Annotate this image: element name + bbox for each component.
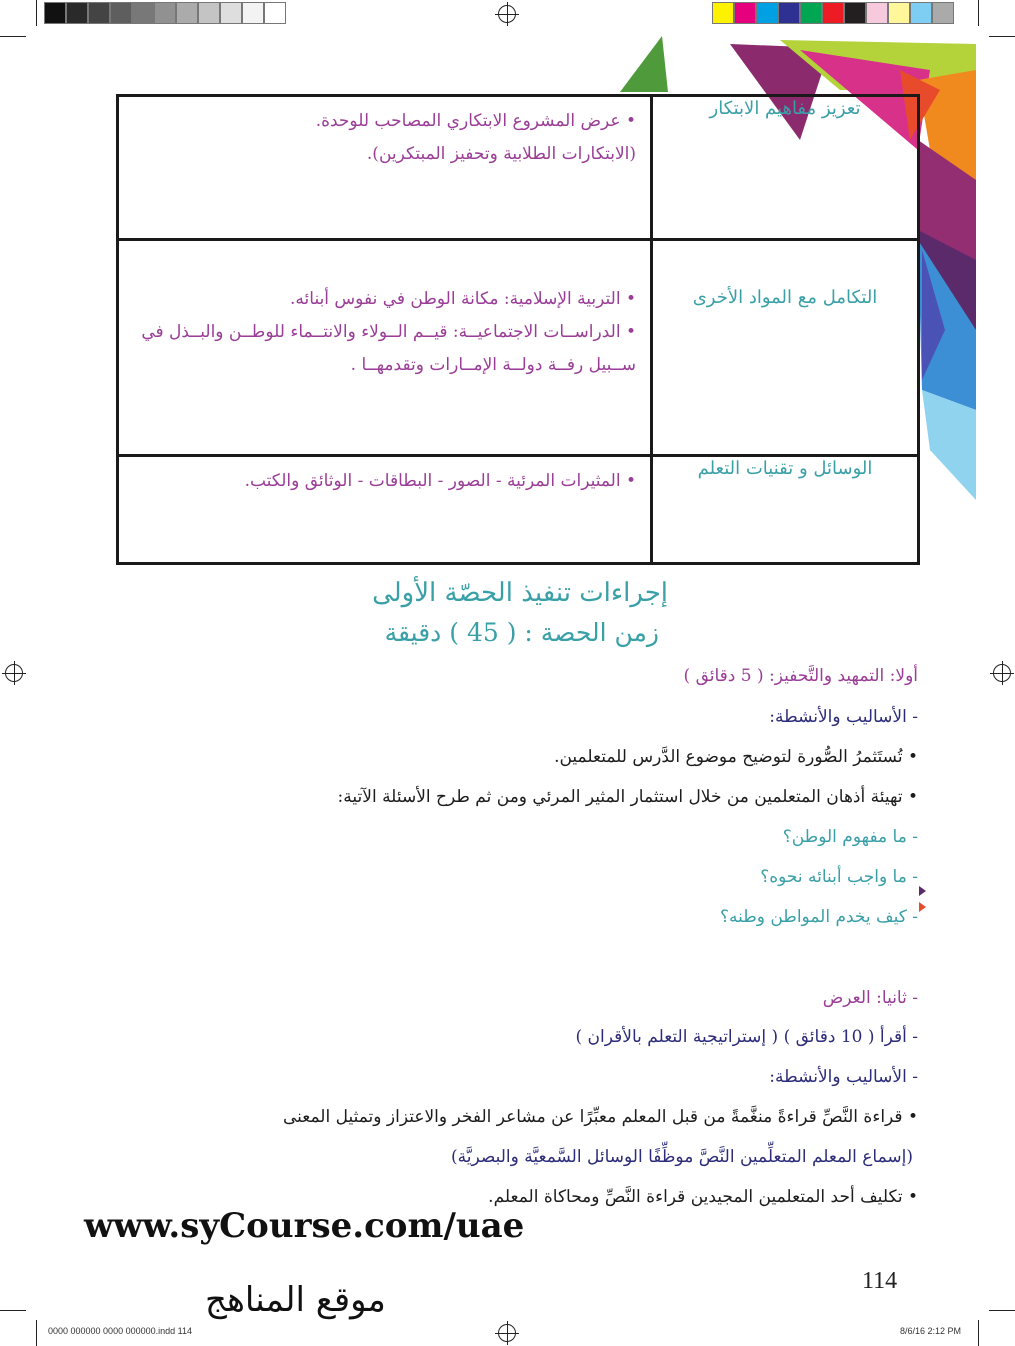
objectives-table bbox=[116, 94, 920, 565]
color-bar bbox=[712, 2, 954, 24]
row-content bbox=[118, 240, 652, 456]
color-swatch bbox=[888, 2, 910, 24]
color-swatch bbox=[932, 2, 954, 24]
color-swatch bbox=[242, 2, 264, 24]
content-line: • الدراســات الاجتماعيــة: قيــم الــولاء والانتــماء للوطــن والبــذل في bbox=[141, 322, 636, 342]
intro-methods-label: - الأساليب والأنشطة: bbox=[769, 707, 918, 727]
presentation-bullet: • تكليف أحد المتعلمين المجيدين قراءة النَّصِّ ومحاكاة المعلم. bbox=[488, 1187, 918, 1207]
website-link[interactable]: www.syCourse.com/uae bbox=[84, 1206, 525, 1246]
color-swatch bbox=[910, 2, 932, 24]
color-swatch bbox=[66, 2, 88, 24]
table-row bbox=[118, 456, 919, 564]
crop-mark bbox=[36, 0, 37, 26]
content-line: • التربية الإسلامية: مكانة الوطن في نفوس أبنائه. bbox=[290, 289, 636, 309]
crop-mark bbox=[989, 1310, 1015, 1311]
session-duration: زمن الحصة : ( 45 ) دقيقة bbox=[384, 618, 659, 647]
registration-mark-left bbox=[5, 664, 23, 682]
row-heading: التكامل مع المواد الأخرى bbox=[652, 240, 919, 456]
question-item: - كيف يخدم المواطن وطنه؟ bbox=[719, 907, 918, 927]
crop-mark bbox=[978, 1320, 979, 1346]
row-heading: الوسائل و تقنيات التعلم bbox=[652, 456, 919, 564]
intro-heading: أولا: التمهيد والتَّحفيز: ( 5 دقائق ) bbox=[683, 666, 918, 686]
row-content bbox=[118, 456, 652, 564]
row-heading: تعزيز مفاهيم الابتكار bbox=[652, 96, 919, 240]
section-title: إجراءات تنفيذ الحصّة الأولى bbox=[372, 578, 668, 608]
table-row bbox=[118, 96, 919, 240]
crop-mark bbox=[978, 0, 979, 26]
color-swatch bbox=[756, 2, 778, 24]
file-slug: 0000 000000 0000 000000.indd 114 bbox=[48, 1326, 192, 1336]
color-swatch bbox=[220, 2, 242, 24]
content-line: ســبيل رفــة دولــة الإمــارات وتقدمهــا . bbox=[350, 355, 636, 375]
color-swatch bbox=[844, 2, 866, 24]
margin-marker bbox=[919, 902, 926, 912]
presentation-methods-label: - الأساليب والأنشطة: bbox=[769, 1067, 918, 1087]
margin-marker bbox=[919, 886, 926, 896]
content-line: (الابتكارات الطلابية وتحفيز المبتكرين). bbox=[366, 144, 636, 164]
content-line: • عرض المشروع الابتكاري المصاحب للوحدة. bbox=[315, 111, 636, 131]
color-swatch bbox=[800, 2, 822, 24]
color-swatch bbox=[866, 2, 888, 24]
registration-mark-bottom bbox=[498, 1324, 516, 1342]
grayscale-bar bbox=[44, 2, 286, 24]
crop-mark bbox=[989, 36, 1015, 37]
color-swatch bbox=[88, 2, 110, 24]
content-line: • المثيرات المرئية - الصور - البطاقات - الوثائق والكتب. bbox=[244, 471, 636, 491]
color-swatch bbox=[264, 2, 286, 24]
color-swatch bbox=[176, 2, 198, 24]
color-swatch bbox=[778, 2, 800, 24]
intro-bullet: • تُستَثمرُ الصُّورة لتوضيح موضوع الدَّرس للمتعلمين. bbox=[554, 747, 918, 767]
crop-mark bbox=[36, 1320, 37, 1346]
registration-mark-right bbox=[993, 664, 1011, 682]
color-swatch bbox=[198, 2, 220, 24]
crop-mark bbox=[0, 36, 26, 37]
color-swatch bbox=[44, 2, 66, 24]
color-swatch bbox=[822, 2, 844, 24]
table-row bbox=[118, 240, 919, 456]
color-swatch bbox=[712, 2, 734, 24]
color-swatch bbox=[154, 2, 176, 24]
page-number: 114 bbox=[862, 1268, 898, 1294]
question-item: - ما مفهوم الوطن؟ bbox=[782, 827, 918, 847]
presentation-bullet: • قراءة النَّصِّ قراءةً منغَّمةً من قبل المعلم معبِّرًا عن مشاعر الفخر والاعتزاز وتمثيل المعنى bbox=[282, 1107, 918, 1127]
presentation-note: (إسماع المعلم المتعلِّمين النَّصَّ موظِّفًا الوسائل السَّمعيَّة والبصريَّة) bbox=[451, 1147, 913, 1167]
registration-mark-top bbox=[498, 5, 516, 23]
print-timestamp: 8/6/16 2:12 PM bbox=[900, 1326, 962, 1336]
read-line: - أقرأ ( 10 دقائق ) ( إستراتيجية التعلم بالأقران ) bbox=[575, 1027, 918, 1047]
site-name: موقع المناهج bbox=[205, 1280, 386, 1320]
crop-mark bbox=[0, 1310, 26, 1311]
color-swatch bbox=[132, 2, 154, 24]
intro-bullet: • تهيئة أذهان المتعلمين من خلال استثمار المثير المرئي ومن ثم طرح الأسئلة الآتية: bbox=[337, 787, 918, 807]
color-swatch bbox=[110, 2, 132, 24]
question-item: - ما واجب أبنائه نحوه؟ bbox=[760, 867, 918, 887]
row-content bbox=[118, 96, 652, 240]
presentation-heading: - ثانيا: العرض bbox=[822, 988, 918, 1008]
color-swatch bbox=[734, 2, 756, 24]
